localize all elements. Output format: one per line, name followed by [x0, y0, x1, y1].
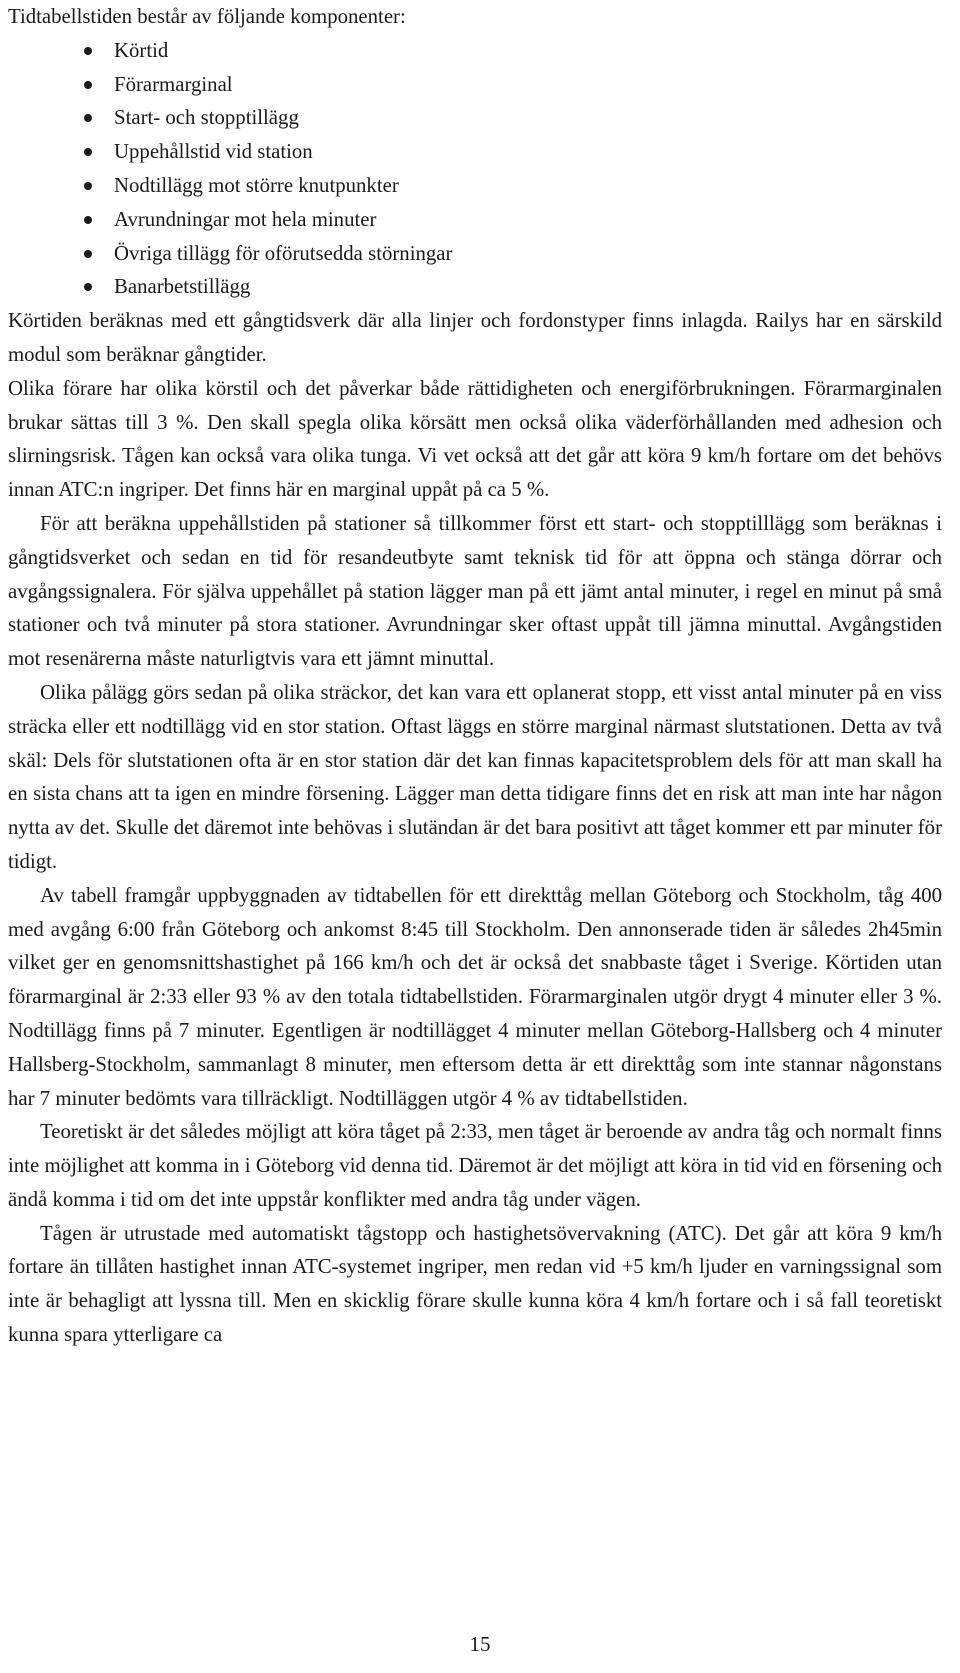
list-item: Förarmarginal	[8, 68, 942, 102]
list-item: Körtid	[8, 34, 942, 68]
list-item: Avrundningar mot hela minuter	[8, 203, 942, 237]
bullet-icon	[84, 250, 92, 258]
components-intro: Tidtabellstiden består av följande komponenter:	[8, 5, 406, 28]
bullet-icon	[84, 148, 92, 156]
list-item: Uppehållstid vid station	[8, 135, 942, 169]
paragraph-driver-margin: Olika förare har olika körstil och det påverkar både rättidigheten och energiförbrukningen. Förarmarginalen brukar sättas till 3 %. Den skall spegla olika körsätt men också olika väderförhållanden med adhesion och slirningsrisk. Tågen kan också vara olika tunga. Vi vet också att det går att köra 9 km/h fortare om det behövs innan ATC:n ingriper. Det finns här en marginal uppåt på ca 5 %.	[8, 376, 942, 502]
bullet-icon	[84, 114, 92, 122]
list-item: Övriga tillägg för oförutsedda störningar	[8, 237, 942, 271]
bullet-icon	[84, 47, 92, 55]
paragraph-atc: Tågen är utrustade med automatiskt tågstopp och hastighetsövervakning (ATC). Det går att köra 9 km/h fortare än tillåten hastighet innan ATC-systemet ingriper, men redan vid +5 km/h ljuder en varningssignal som inte är behagligt att lyssna till. Men en skicklig förare skulle kunna köra 4 km/h fortare och i så fall teoretiskt kunna spara ytterligare ca	[8, 1221, 942, 1347]
list-item: Start- och stopptillägg	[8, 101, 942, 135]
paragraph-timetable-example: Av tabell framgår uppbyggnaden av tidtabellen för ett direkttåg mellan Göteborg och Stockholm, tåg 400 med avgång 6:00 från Göteborg och ankomst 8:45 till Stockholm. Den annonserade tiden är således 2h45min vilket ger en genomsnittshastighet på 166 km/h och det är också det snabbaste tåget i Sverige. Körtiden utan förarmarginal är 2:33 eller 93 % av den totala tidtabellstiden. Förarmarginalen utgör drygt 4 minuter eller 3 %. Nodtillägg finns på 7 minuter. Egentligen är nodtillägget 4 minuter mellan Göteborg-Hallsberg och 4 minuter Hallsberg-Stockholm, sammanlagt 8 minuter, men eftersom detta är ett direkttåg som inte stannar någonstans har 7 minuter bedömts vara tillräckligt. Nodtilläggen utgör 4 % av tidtabellstiden.	[8, 883, 942, 1110]
bullet-icon	[84, 81, 92, 89]
paragraph-theoretical-time: Teoretiskt är det således möjligt att köra tåget på 2:33, men tåget är beroende av andra tåg och normalt finns inte möjlighet att komma in i Göteborg vid denna tid. Däremot är det möjligt att köra in tid vid en försening och ändå komma i tid om det inte uppstår konflikter med andra tåg under vägen.	[8, 1120, 942, 1211]
bullet-icon	[84, 182, 92, 190]
list-item: Banarbetstillägg	[8, 270, 942, 304]
components-list	[8, 34, 942, 304]
paragraph-allowances: Olika pålägg görs sedan på olika sträckor, det kan vara ett oplanerat stopp, ett visst antal minuter på en viss sträcka eller ett nodtillägg vid en stor station. Oftast läggs en större marginal närmast slutstationen. Detta av två skäl: Dels för slutstationen ofta är en stor station där det kan finnas kapacitetsproblem dels för att man skall ha en sista chans att ta igen en mindre försening. Lägger man detta tidigare finns det en risk att man inte har någon nytta av det. Skulle det däremot inte behövas i slutändan är det bara positivt att tåget kommer ett par minuter för tidigt.	[8, 680, 942, 873]
document-page	[8, 0, 942, 1352]
bullet-icon	[84, 216, 92, 224]
list-item: Nodtillägg mot större knutpunkter	[8, 169, 942, 203]
page-number: 15	[469, 1632, 491, 1656]
paragraph-dwell-time: För att beräkna uppehållstiden på stationer så tillkommer först ett start- och stopptilllägg som beräknas i gångtidsverket och sedan en tid för resandeutbyte samt teknisk tid för att öppna och stänga dörrar och avgångssignalera. För själva uppehållet på station lägger man på ett jämt antal minuter, i regel en minut på små stationer och två minuter på stora stationer. Avrundningar sker oftast uppåt till jämna minuttal. Avgångstiden mot resenärerna måste naturligtvis vara ett jämnt minuttal.	[8, 511, 942, 671]
paragraph-runtime: Körtiden beräknas med ett gångtidsverk där alla linjer och fordonstyper finns inlagda. Railys har en särskild modul som beräknar gångtider.	[8, 309, 942, 366]
bullet-icon	[84, 283, 92, 291]
